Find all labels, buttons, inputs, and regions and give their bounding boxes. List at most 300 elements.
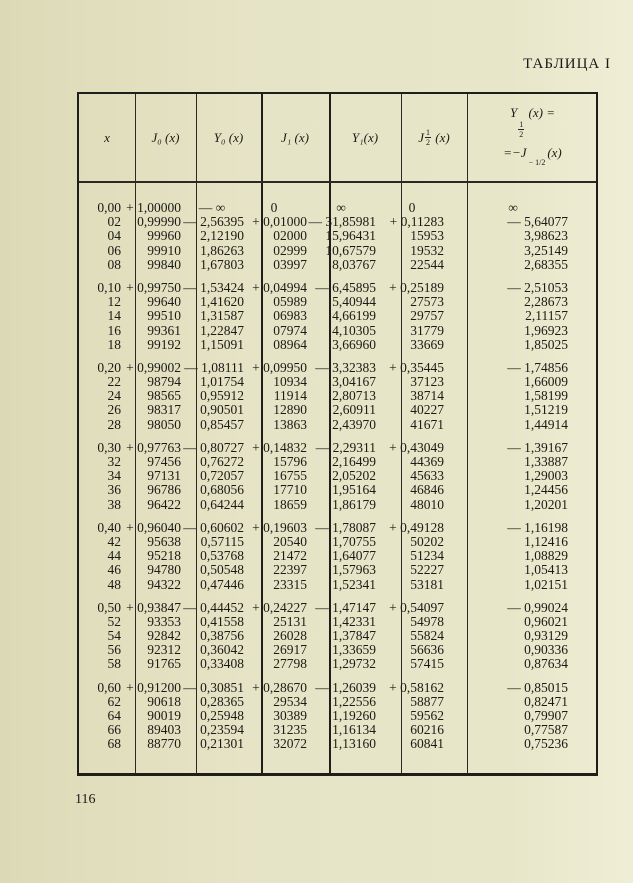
cell-jh: 38714 [410,388,444,404]
cell-y0: — 0,60602 [183,519,244,535]
cell-j0: 92312 [147,642,181,658]
cell-jh: 45633 [410,468,444,484]
header-j1: J₁ (x) [281,129,309,145]
header-j0: J₀ (x) [151,129,180,145]
cell-y0: 1,41620 [200,294,244,310]
cell-x: 16 [107,322,121,338]
header-j-half [401,94,467,181]
row-group [79,441,596,512]
bessel-function-table [77,92,598,776]
cell-j0: 94322 [147,576,181,592]
cell-y0: 1,31587 [200,308,244,324]
cell-j1: 10934 [273,374,307,390]
cell-j1: 27798 [273,656,307,672]
cell-x: 38 [107,496,121,512]
cell-yh: — 2,51053 [507,279,568,295]
cell-j0: 99640 [147,294,181,310]
table-row [79,629,596,643]
cell-j0: + 0,91200 [126,679,181,695]
cell-j1: + 0,04994 [252,279,307,295]
cell-y0: — 0,44452 [183,599,244,615]
cell-yh: 2,11157 [525,308,568,324]
cell-j1: 23315 [273,576,307,592]
cell-yh: 1,51219 [524,402,568,418]
table-row [79,723,596,737]
cell-j1: 21472 [273,548,307,564]
table-row [79,469,596,483]
cell-jh: 40227 [410,402,444,418]
cell-x: 0,40 [97,519,121,535]
cell-yh: 0,96021 [524,613,568,629]
cell-j1: + 0,09950 [252,359,307,375]
cell-y1: 5,40944 [332,294,376,310]
cell-jh: + 0,43049 [389,439,444,455]
cell-y0: 0,95912 [200,388,244,404]
cell-y0: 2,12190 [200,228,244,244]
cell-j1: 12890 [273,402,307,418]
cell-y1: 4,66199 [332,308,376,324]
cell-j1: 15796 [273,454,307,469]
header-y0: Y₀ (x) [213,129,244,145]
table-row [79,295,596,309]
cell-j1: 0 [270,200,278,215]
cell-j0: 99361 [147,322,181,338]
fraction-half: $\frac{1}{2}$ [426,128,431,147]
cell-x: 52 [107,613,121,629]
header-divider [79,181,596,183]
cell-x: 34 [107,468,121,484]
cell-x: 64 [107,708,121,723]
cell-x: 04 [107,228,121,244]
cell-y1: — 31,85981 [308,214,376,230]
cell-j1: + 0,14832 [252,439,307,455]
cell-jh: 48010 [410,496,444,512]
table-row [79,483,596,497]
cell-jh: 55824 [410,628,444,644]
cell-y1: 1,70755 [332,533,376,549]
table-row [79,258,596,272]
cell-j0: 98794 [147,374,181,390]
cell-x: 18 [107,336,121,352]
cell-y0: 0,41558 [200,613,244,629]
cell-jh: + 0,58162 [389,679,444,695]
cell-y1: 1,16134 [332,722,376,738]
cell-y0: 1,01754 [200,374,244,390]
cell-y1: 1,37847 [332,628,376,644]
cell-yh: — 0,99024 [507,599,568,615]
cell-j1: 03997 [273,256,307,272]
cell-jh: 52227 [410,562,444,578]
cell-j0: 95218 [147,548,181,564]
cell-j0: 97456 [147,454,181,469]
cell-y0: 0,72057 [200,468,244,484]
cell-y0: 0,47446 [200,576,244,592]
cell-yh: 0,82471 [524,693,568,709]
cell-y0: 1,22847 [200,322,244,338]
cell-j1: 26917 [273,642,307,658]
cell-yh: — 1,74856 [507,359,568,375]
cell-j1: + 0,28670 [252,679,307,695]
table-row [79,709,596,723]
cell-y0: 0,76272 [200,454,244,469]
cell-j0: 93353 [147,613,181,629]
header-j-half-main: J [418,129,425,145]
cell-y1: 2,43970 [332,416,376,432]
table-row [79,338,596,352]
cell-j0: + 0,93847 [126,599,181,615]
cell-jh: + 0,54097 [389,599,444,615]
cell-y0: — 0,30851 [183,679,244,695]
cell-y0: 0,23594 [200,722,244,738]
cell-yh: 3,98623 [524,228,568,244]
cell-x: 28 [107,416,121,432]
cell-jh: + 0,25189 [389,279,444,295]
cell-j1: 30389 [273,708,307,723]
cell-j0: + 0,96040 [126,519,181,535]
cell-yh: 0,75236 [524,736,568,752]
table-row [79,681,596,695]
table-body [79,201,596,761]
cell-y1: 1,64077 [332,548,376,564]
cell-y1: 1,57963 [332,562,376,578]
table-row [79,615,596,629]
table-row [79,455,596,469]
cell-yh: 1,29003 [524,468,568,484]
cell-yh: 1,33887 [524,454,568,469]
cell-x: 46 [107,562,121,578]
cell-y1: 2,80713 [332,388,376,404]
row-group [79,521,596,592]
table-row [79,244,596,258]
row-group [79,681,596,752]
cell-y1: 1,42331 [332,613,376,629]
cell-y0: 0,53768 [200,548,244,564]
cell-jh: 37123 [410,374,444,390]
cell-y1: 1,86179 [332,496,376,512]
header-y1: Y₁(x) [351,129,379,145]
table-row [79,578,596,592]
cell-j0: 88770 [147,736,181,752]
cell-j0: 99840 [147,256,181,272]
header-j-half-arg: (x) [435,129,450,145]
cell-y0: 0,21301 [200,736,244,752]
cell-y1: 8,03767 [332,256,376,272]
cell-yh: 0,90336 [524,642,568,658]
header-x: x [104,129,110,145]
cell-y1: 1,29732 [332,656,376,672]
cell-yh: 0,93129 [524,628,568,644]
cell-y1: 1,95164 [332,482,376,498]
cell-y0: 0,68056 [200,482,244,498]
cell-y1: — 1,78087 [315,519,376,535]
cell-jh: 19532 [410,242,444,258]
table-label: ТАБЛИЦА I [523,56,611,72]
cell-y0: 1,67803 [200,256,244,272]
cell-y0: 0,25948 [200,708,244,723]
table-row [79,403,596,417]
cell-x: 36 [107,482,121,498]
cell-j1: 05989 [273,294,307,310]
cell-y1: — 6,45895 [315,279,376,295]
cell-j0: 89403 [147,722,181,738]
cell-j1: 22397 [273,562,307,578]
table-row [79,389,596,403]
cell-j1: 07974 [273,322,307,338]
cell-j1: 11914 [273,388,307,404]
cell-y1: — 2,29311 [315,439,376,455]
cell-x: 0,20 [97,359,121,375]
cell-yh: 1,58199 [524,388,568,404]
cell-y0: 0,85457 [200,416,244,432]
cell-yh: 1,20201 [524,496,568,512]
table-row [79,643,596,657]
cell-yh: 0,87634 [524,656,568,672]
cell-j0: 98317 [147,402,181,418]
cell-jh: 27573 [410,294,444,310]
cell-jh: 31779 [410,322,444,338]
cell-j0: 95638 [147,533,181,549]
cell-yh: — 5,64077 [507,214,568,230]
cell-jh: 59562 [410,708,444,723]
cell-yh: — 0,85015 [507,679,568,695]
cell-j1: 02999 [273,242,307,258]
cell-j0: 99960 [147,228,181,244]
table-row [79,737,596,751]
cell-y0: — ∞ [198,200,226,215]
cell-x: 0,10 [97,279,121,295]
cell-y0: 0,90501 [200,402,244,418]
cell-j1: 29534 [273,693,307,709]
cell-y1: 2,60911 [332,402,376,418]
cell-x: 26 [107,402,121,418]
cell-jh: + 0,11283 [389,214,444,230]
cell-y1: 4,10305 [332,322,376,338]
cell-y1: 1,52341 [332,576,376,592]
row-group [79,281,596,352]
cell-x: 24 [107,388,121,404]
cell-jh: 57415 [410,656,444,672]
cell-y0: — 2,56395 [183,214,244,230]
cell-yh: 2,68355 [524,256,568,272]
cell-jh: 41671 [410,416,444,432]
cell-y0: 0,36042 [200,642,244,658]
table-row [79,324,596,338]
table-row [79,563,596,577]
cell-j0: 94780 [147,562,181,578]
cell-jh: 33669 [410,336,444,352]
cell-j0: + 0,99002 [126,359,181,375]
row-group [79,201,596,272]
cell-j0: 96786 [147,482,181,498]
cell-y1: 2,05202 [332,468,376,484]
cell-x: 22 [107,374,121,390]
header-y-half-line1: Y $\frac{1}{2}$ (x) = [510,104,555,139]
cell-yh: 1,85025 [524,336,568,352]
table-row [79,375,596,389]
cell-j1: 20540 [273,533,307,549]
cell-jh: 53181 [410,576,444,592]
cell-y0: 1,15091 [200,336,244,352]
cell-jh: 56636 [410,642,444,658]
cell-y1: 1,22556 [332,693,376,709]
cell-j0: + 0,99750 [126,279,181,295]
cell-yh: 1,24456 [524,482,568,498]
cell-yh: — 1,39167 [507,439,568,455]
table-row [79,229,596,243]
cell-j1: 16755 [273,468,307,484]
cell-jh: 22544 [410,256,444,272]
cell-j0: + 1,00000 [126,200,181,215]
cell-x: 0,30 [97,439,121,455]
cell-y1: 3,66960 [332,336,376,352]
cell-yh: 2,28673 [524,294,568,310]
cell-j1: 31235 [273,722,307,738]
cell-jh: 60841 [410,736,444,752]
cell-jh: + 0,35445 [389,359,444,375]
cell-yh: — 1,16198 [507,519,568,535]
cell-yh: 1,96923 [524,322,568,338]
cell-x: 68 [107,736,121,752]
table-row [79,601,596,615]
cell-y0: 0,33408 [200,656,244,672]
cell-jh: 54978 [410,613,444,629]
cell-jh: 44369 [410,454,444,469]
cell-y0: 0,57115 [200,533,244,549]
cell-j0: 92842 [147,628,181,644]
cell-y1: — 1,26039 [315,679,376,695]
cell-j0: 90618 [147,693,181,709]
table-row [79,657,596,671]
cell-j1: + 0,19603 [252,519,307,535]
row-group [79,361,596,432]
cell-j0: 99192 [147,336,181,352]
cell-y0: 0,28365 [200,693,244,709]
cell-y1: 1,19260 [332,708,376,723]
cell-y1: ∞ [336,200,346,215]
cell-yh: 1,12416 [524,533,568,549]
cell-y0: 0,50548 [200,562,244,578]
cell-x: 32 [107,454,121,469]
table-row [79,281,596,295]
cell-x: 56 [107,642,121,658]
table-row [79,441,596,455]
cell-jh: 60216 [410,722,444,738]
cell-j0: 97131 [147,468,181,484]
cell-y0: — 0,80727 [183,439,244,455]
cell-j1: 02000 [273,228,307,244]
cell-j1: 25131 [273,613,307,629]
cell-j1: + 0,24227 [252,599,307,615]
cell-jh: 0 [408,200,416,215]
cell-j0: 99910 [147,242,181,258]
cell-x: 0,00 [97,200,121,215]
cell-y0: — 1,53424 [183,279,244,295]
cell-yh: 1,08829 [524,548,568,564]
cell-j1: 18659 [273,496,307,512]
cell-y1: 3,04167 [332,374,376,390]
cell-y1: 1,13160 [332,736,376,752]
cell-y0: — 1,08111 [184,359,244,375]
cell-x: 02 [107,214,121,230]
cell-j0: 98565 [147,388,181,404]
row-group [79,601,596,672]
table-row [79,549,596,563]
cell-j0: 99510 [147,308,181,324]
cell-x: 58 [107,656,121,672]
cell-yh: ∞ [508,200,518,215]
cell-y1: 15,96431 [325,228,376,244]
cell-yh: 1,02151 [524,576,568,592]
cell-j1: 06983 [273,308,307,324]
table-row [79,201,596,215]
header-y-half [467,94,598,181]
cell-x: 12 [107,294,121,310]
table-row [79,695,596,709]
cell-j1: 08964 [273,336,307,352]
header-y-half-line2: $=-J_{- 1/2}(x)$ [503,144,562,167]
table-row [79,521,596,535]
cell-yh: 3,25149 [524,242,568,258]
cell-j0: 91765 [147,656,181,672]
cell-y1: 1,33659 [332,642,376,658]
cell-x: 54 [107,628,121,644]
cell-j1: 13863 [273,416,307,432]
cell-j0: 90019 [147,708,181,723]
cell-jh: 58877 [410,693,444,709]
table-row [79,361,596,375]
cell-yh: 0,77587 [524,722,568,738]
cell-y0: 0,38756 [200,628,244,644]
cell-x: 66 [107,722,121,738]
cell-jh: + 0,49128 [389,519,444,535]
cell-x: 08 [107,256,121,272]
cell-y1: — 1,47147 [315,599,376,615]
cell-x: 0,50 [97,599,121,615]
cell-y0: 0,64244 [200,496,244,512]
table-row [79,418,596,432]
page-number: 116 [75,792,96,807]
cell-j1: 26028 [273,628,307,644]
cell-y0: 1,86263 [200,242,244,258]
cell-yh: 1,44914 [524,416,568,432]
cell-yh: 1,05413 [524,562,568,578]
cell-x: 44 [107,548,121,564]
cell-y1: 2,16499 [332,454,376,469]
table-row [79,535,596,549]
cell-jh: 50202 [410,533,444,549]
cell-j0: + 0,97763 [126,439,181,455]
cell-x: 42 [107,533,121,549]
cell-x: 62 [107,693,121,709]
cell-jh: 46846 [410,482,444,498]
cell-y1: — 3,32383 [315,359,376,375]
cell-j0: 0,99990 [137,214,181,230]
table-row [79,498,596,512]
cell-j0: 98050 [147,416,181,432]
cell-jh: 51234 [410,548,444,564]
cell-x: 0,60 [97,679,121,695]
cell-x: 06 [107,242,121,258]
cell-jh: 15953 [410,228,444,244]
cell-yh: 0,79907 [524,708,568,723]
table-row [79,309,596,323]
cell-x: 14 [107,308,121,324]
cell-j1: + 0,01000 [252,214,307,230]
cell-j1: 32072 [273,736,307,752]
cell-jh: 29757 [410,308,444,324]
cell-y1: 10,67579 [325,242,376,258]
cell-x: 48 [107,576,121,592]
